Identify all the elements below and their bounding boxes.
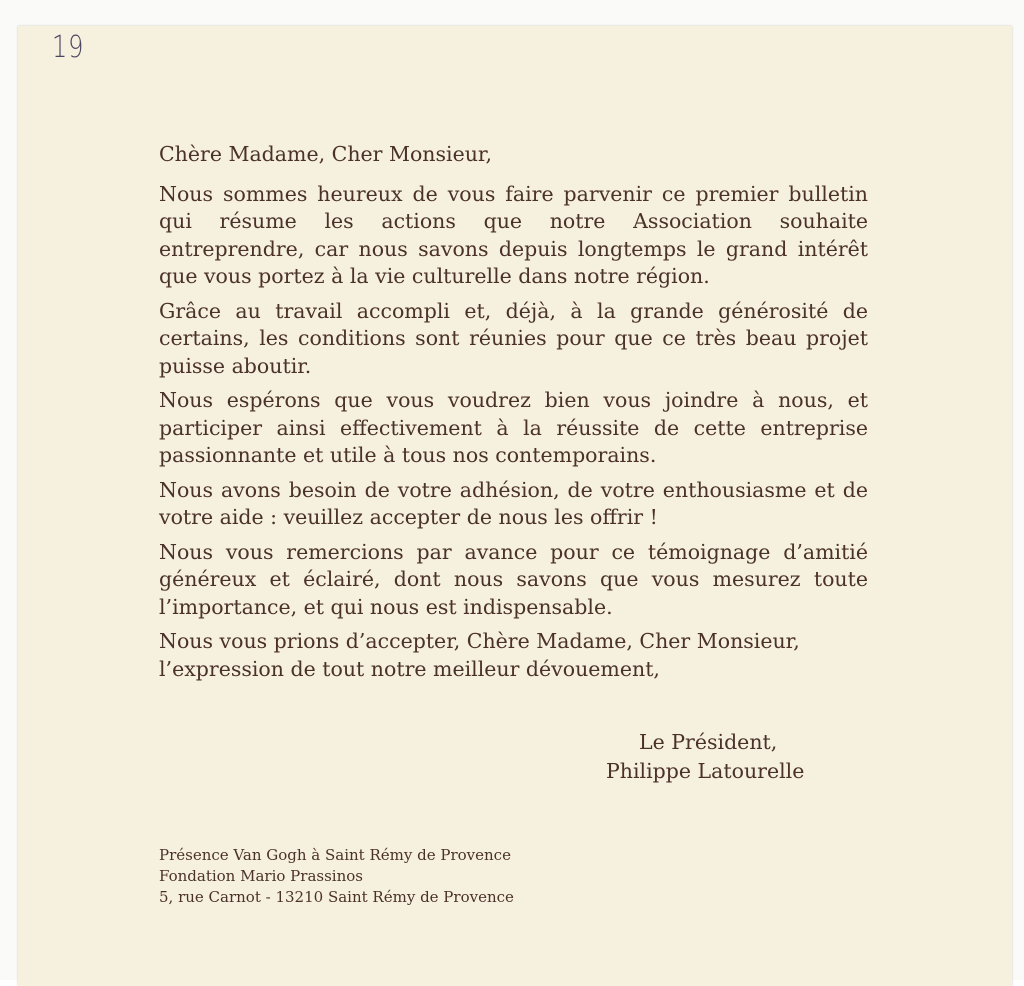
- footer-line-1: Présence Van Gogh à Saint Rémy de Provence: [159, 846, 511, 864]
- paragraph-2: Grâce au travail accompli et, déjà, à la grande générosité de certains, les conditions sont réunies pour que ce très beau projet puisse aboutir.: [159, 298, 868, 378]
- signature-name: Philippe Latourelle: [606, 759, 805, 783]
- paragraph-1: Nous sommes heureux de vous faire parvenir ce premier bulletin qui résume les actions que notre Association souhaite entreprendre, car nous savons depuis longtemps le grand intérêt que vous portez à la vie culturelle dans notre région.: [159, 181, 868, 288]
- salutation: Chère Madame, Cher Monsieur,: [159, 142, 492, 166]
- letter-body: [159, 141, 868, 690]
- footer-line-2: Fondation Mario Prassinos: [159, 867, 363, 885]
- paragraph-4: Nous avons besoin de votre adhésion, de votre enthousiasme et de votre aide : veuillez accepter de nous les offrir !: [159, 477, 868, 529]
- paragraph-3: Nous espérons que vous voudrez bien vous joindre à nous, et participer ainsi effectivement à la réussite de cette entreprise passionnante et utile à tous nos contemporains.: [159, 388, 868, 467]
- signature-block: [606, 728, 836, 786]
- handwritten-page-number: 19: [52, 30, 85, 65]
- paragraph-6: Nous vous prions d’accepter, Chère Madame, Cher Monsieur, l’expression de tout notre meilleur dévouement,: [159, 629, 800, 681]
- paragraph-5: Nous vous remercions par avance pour ce témoignage d’amitié généreux et éclairé, dont nous savons que vous mesurez toute l’importance, et qui nous est indispensable.: [159, 539, 868, 619]
- footer-line-3: 5, rue Carnot - 13210 Saint Rémy de Provence: [159, 888, 514, 906]
- footer-address: [159, 845, 514, 908]
- signature-title: Le Président,: [639, 730, 778, 754]
